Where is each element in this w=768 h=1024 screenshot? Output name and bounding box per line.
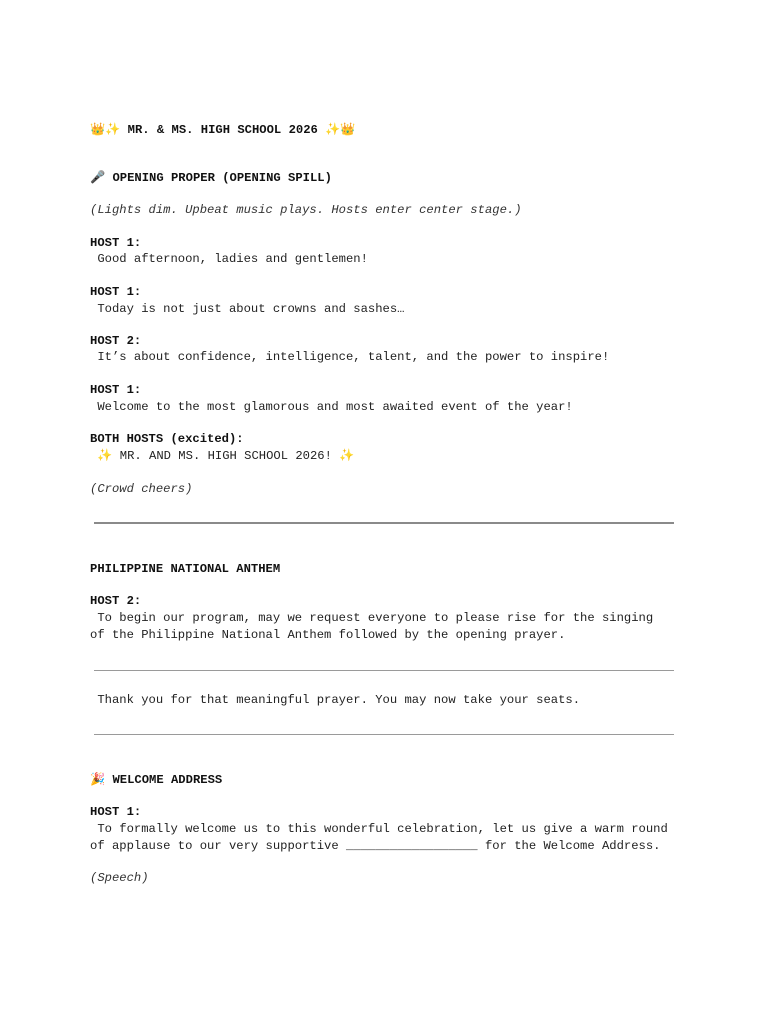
welcome-text-line1: To formally welcome us to this wonderful celebration, let us give a warm round [90,822,668,836]
dialogue-line: Good afternoon, ladies and gentlemen! [90,252,368,266]
welcome-text-line2: of applause to our very supportive __________________ for the Welcome Address. [90,839,661,853]
speaker-label: HOST 1: [90,805,142,819]
speaker-label: HOST 1: [90,236,142,250]
dialogue-line: It’s about confidence, intelligence, talent, and the power to inspire! [90,350,610,364]
speaker-label: HOST 2: [90,334,142,348]
speaker-label: BOTH HOSTS (excited): [90,432,244,446]
anthem-text-line2: of the Philippine National Anthem followed by the opening prayer. [90,628,566,642]
crowd-direction: (Crowd cheers) [90,482,193,496]
document-title: 👑✨ MR. & MS. HIGH SCHOOL 2026 ✨👑 [90,123,356,137]
section-divider [94,670,674,671]
dialogue-line: Today is not just about crowns and sashes… [90,302,405,316]
speech-direction: (Speech) [90,871,149,885]
opening-heading: 🎤 OPENING PROPER (OPENING SPILL) [90,171,332,185]
welcome-heading: 🎉 WELCOME ADDRESS [90,773,223,787]
speaker-label: HOST 2: [90,594,142,608]
speaker-label: HOST 1: [90,285,142,299]
section-divider [94,734,674,735]
speaker-label: HOST 1: [90,383,142,397]
anthem-heading: PHILIPPINE NATIONAL ANTHEM [90,562,281,576]
opening-stage-direction: (Lights dim. Upbeat music plays. Hosts enter center stage.) [90,203,522,217]
dialogue-line: Welcome to the most glamorous and most awaited event of the year! [90,400,573,414]
anthem-text-line1: To begin our program, may we request everyone to please rise for the singing [90,611,654,625]
dialogue-line: ✨ MR. AND MS. HIGH SCHOOL 2026! ✨ [90,449,355,463]
prayer-thanks: Thank you for that meaningful prayer. You may now take your seats. [90,693,581,707]
section-divider [94,522,674,524]
